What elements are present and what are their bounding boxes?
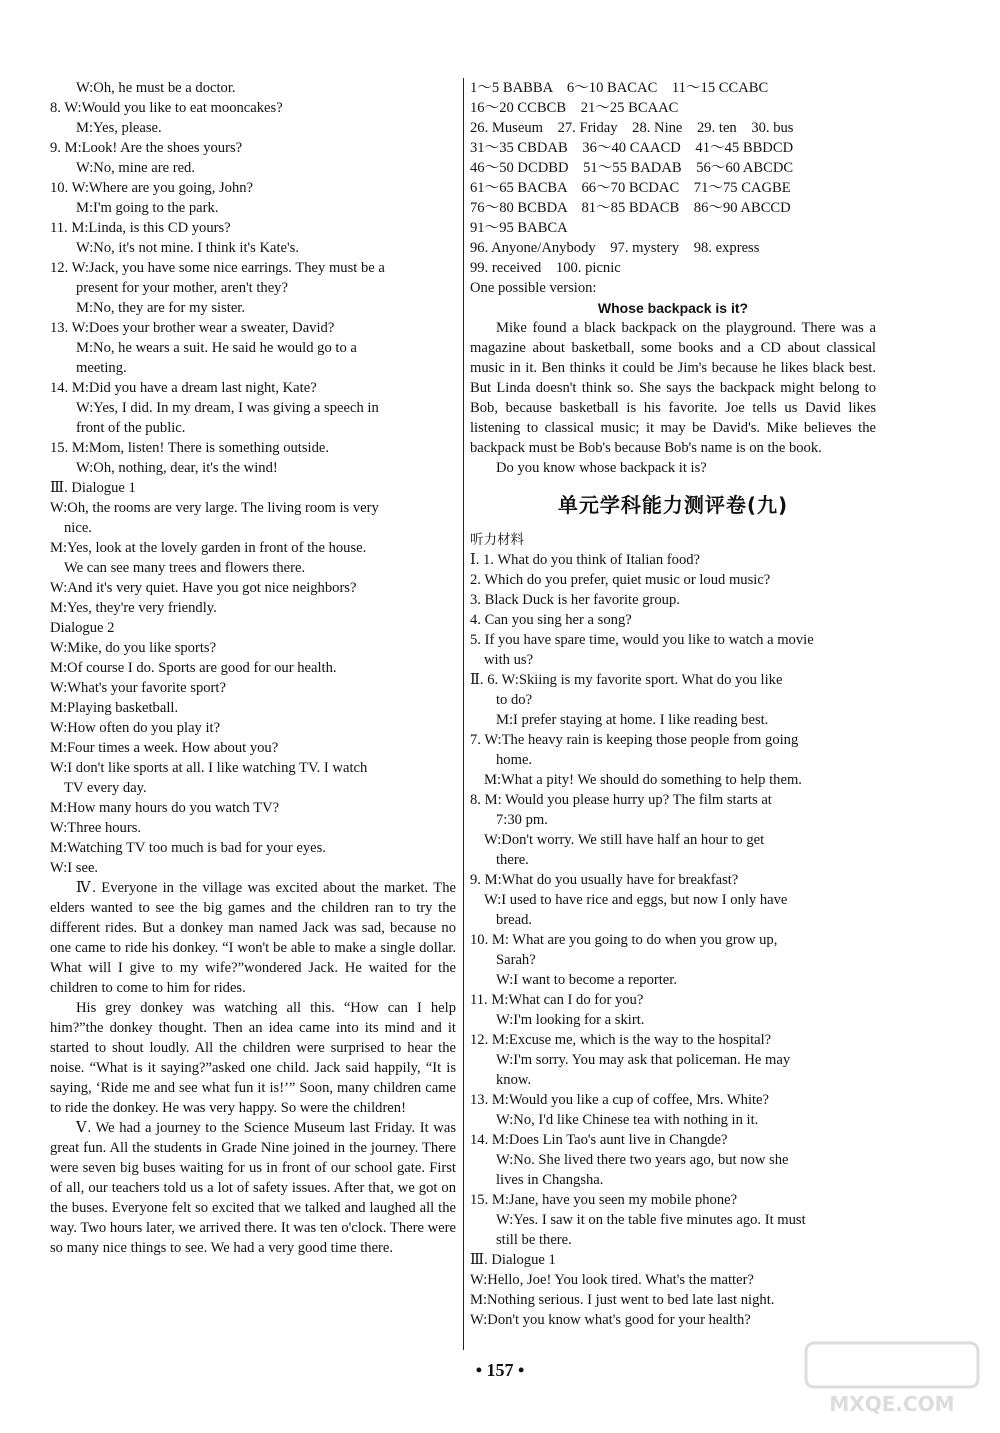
left-dialogue-lines <box>50 78 456 878</box>
dialogue-line: M:I'm going to the park. <box>76 200 219 216</box>
dialogue-line: W:Three hours. <box>50 820 142 836</box>
dialogue-line: W:I see. <box>50 860 99 876</box>
dialogue-line: 9. M:Look! Are the shoes yours? <box>50 140 243 156</box>
listening-line: W:Don't you know what's good for your health? <box>470 1312 751 1328</box>
answer-line: 1～5 BABBA 6～10 BACAC 11～15 CCABC <box>470 80 769 96</box>
listening-line: there. <box>496 852 529 868</box>
dialogue-line: M:How many hours do you watch TV? <box>50 800 280 816</box>
dialogue-line: M:Yes, please. <box>76 120 162 136</box>
dialogue-line: 11. M:Linda, is this CD yours? <box>50 220 231 236</box>
dialogue-line: M:No, he wears a suit. He said he would go to a <box>76 340 357 356</box>
listening-line: to do? <box>496 692 533 708</box>
dialogue-line: front of the public. <box>76 420 186 436</box>
answer-line: 26. Museum 27. Friday 28. Nine 29. ten 30. bus <box>470 120 794 136</box>
dialogue-line: M:Of course I do. Sports are good for our health. <box>50 660 337 676</box>
watermark-logo-icon <box>802 1339 982 1419</box>
listening-line: Ⅰ. 1. What do you think of Italian food? <box>470 552 701 568</box>
dialogue-line: nice. <box>64 520 92 536</box>
dialogue-line: W:Yes, I did. In my dream, I was giving a speech in <box>76 400 379 416</box>
passage-paragraph: His grey donkey was watching all this. “How can I help him?”the donkey thought. Then an idea came into its mind and it started to shout loudly. All the children were surprised to hear the noise. “What is it saying?”asked one child. Jack said happily, “It is saying, ‘Ride me and see what fun it is!’” Soon, many children came to ride the donkey. He was very happy. So were the children! <box>50 1000 456 1116</box>
dialogue-line: W:I don't like sports at all. I like watching TV. I watch <box>50 760 368 776</box>
dialogue-line: W:Oh, nothing, dear, it's the wind! <box>76 460 278 476</box>
dialogue-line: 10. W:Where are you going, John? <box>50 180 254 196</box>
listening-line: W:No. She lived there two years ago, but now she <box>496 1152 789 1168</box>
listening-line: 11. M:What can I do for you? <box>470 992 644 1008</box>
listening-line: 7. W:The heavy rain is keeping those people from going <box>470 732 799 748</box>
dialogue-line: M:Watching TV too much is bad for your eyes. <box>50 840 326 856</box>
listening-line: 14. M:Does Lin Tao's aunt live in Changde? <box>470 1132 728 1148</box>
dialogue-line: 14. M:Did you have a dream last night, Kate? <box>50 380 317 396</box>
listening-line: W:Hello, Joe! You look tired. What's the matter? <box>470 1272 754 1288</box>
dialogue-line: 15. M:Mom, listen! There is something outside. <box>50 440 330 456</box>
dialogue-line: M:Playing basketball. <box>50 700 179 716</box>
passage-paragraph: Ⅳ. Everyone in the village was excited about the market. The elders wanted to see the big games and the children ran to try the different rides. But a donkey man named Jack was sad, because no one came to ride his donkey. “I won't be able to make a single dollar. What will I give to my wife?”wondered Jack. He waited for the children to come to him for rides. <box>50 880 456 996</box>
listening-line: 7:30 pm. <box>496 812 548 828</box>
answer-key <box>470 78 876 298</box>
listening-line: W:Don't worry. We still have half an hour to get <box>484 832 765 848</box>
dialogue-line: 13. W:Does your brother wear a sweater, David? <box>50 320 335 336</box>
dialogue-line: 8. W:Would you like to eat mooncakes? <box>50 100 283 116</box>
listening-line: bread. <box>496 912 533 928</box>
watermark-text: MXQE.COM <box>829 1392 955 1416</box>
listening-line: 15. M:Jane, have you seen my mobile phone? <box>470 1192 738 1208</box>
listening-line: 3. Black Duck is her favorite group. <box>470 592 680 608</box>
listening-line: with us? <box>484 652 534 668</box>
listening-line: M:Nothing serious. I just went to bed late last night. <box>470 1292 775 1308</box>
listening-line: W:I used to have rice and eggs, but now I only have <box>484 892 788 908</box>
answer-line: 46～50 DCDBD 51～55 BADAB 56～60 ABCDC <box>470 160 794 176</box>
listening-line: Ⅲ. Dialogue 1 <box>470 1252 556 1268</box>
dialogue-line: M:No, they are for my sister. <box>76 300 246 316</box>
listening-line: home. <box>496 752 533 768</box>
listening-line: 13. M:Would you like a cup of coffee, Mrs. White? <box>470 1092 770 1108</box>
answer-line: 16～20 CCBCB 21～25 BCAAC <box>470 100 679 116</box>
listening-line: 5. If you have spare time, would you like to watch a movie <box>470 632 814 648</box>
dialogue-line: W:Oh, the rooms are very large. The living room is very <box>50 500 379 516</box>
dialogue-line: Dialogue 2 <box>50 620 115 636</box>
dialogue-line: W:Mike, do you like sports? <box>50 640 217 656</box>
listening-line: W:I'm looking for a skirt. <box>496 1012 645 1028</box>
answer-line: 96. Anyone/Anybody 97. mystery 98. express <box>470 240 760 256</box>
listening-line: W:I want to become a reporter. <box>496 972 677 988</box>
listening-line: Ⅱ. 6. W:Skiing is my favorite sport. What do you like <box>470 672 783 688</box>
listening-line: 9. M:What do you usually have for breakfast? <box>470 872 739 888</box>
essay-closing: Do you know whose backpack it is? <box>496 460 707 476</box>
dialogue-line: present for your mother, aren't they? <box>76 280 288 296</box>
dialogue-line: M:Yes, they're very friendly. <box>50 600 217 616</box>
dialogue-line: M:Four times a week. How about you? <box>50 740 279 756</box>
dialogue-line: W:How often do you play it? <box>50 720 221 736</box>
listening-line: 4. Can you sing her a song? <box>470 612 632 628</box>
dialogue-line: Ⅲ. Dialogue 1 <box>50 480 136 496</box>
left-column <box>50 78 456 1258</box>
section-title: 单元学科能力测评卷(九) <box>557 493 789 517</box>
listening-line: lives in Changsha. <box>496 1172 604 1188</box>
listening-line: still be there. <box>496 1232 572 1248</box>
listening-line: M:What a pity! We should do something to help them. <box>484 772 802 788</box>
dialogue-line: W:Oh, he must be a doctor. <box>76 80 236 96</box>
page-number: • 157 • <box>475 1360 525 1380</box>
dialogue-line: W:What's your favorite sport? <box>50 680 226 696</box>
listening-line: 12. M:Excuse me, which is the way to the hospital? <box>470 1032 772 1048</box>
dialogue-line: W:No, it's not mine. I think it's Kate's. <box>76 240 299 256</box>
dialogue-line: W:And it's very quiet. Have you got nice neighbors? <box>50 580 357 596</box>
right-dialogue-lines <box>470 550 876 1330</box>
dialogue-line: 12. W:Jack, you have some nice earrings. They must be a <box>50 260 385 276</box>
answer-line: 61～65 BACBA 66～70 BCDAC 71～75 CAGBE <box>470 180 791 196</box>
listening-line: 2. Which do you prefer, quiet music or loud music? <box>470 572 771 588</box>
listening-line: W:Yes. I saw it on the table five minutes ago. It must <box>496 1212 806 1228</box>
listening-line: 8. M: Would you please hurry up? The film starts at <box>470 792 772 808</box>
right-column <box>470 78 876 1330</box>
dialogue-line: We can see many trees and flowers there. <box>64 560 306 576</box>
essay-title: Whose backpack is it? <box>597 300 749 316</box>
listening-line: know. <box>496 1072 532 1088</box>
left-passages <box>50 878 456 1258</box>
dialogue-line: meeting. <box>76 360 127 376</box>
answer-line: 99. received 100. picnic <box>470 260 621 276</box>
dialogue-line: W:No, mine are red. <box>76 160 195 176</box>
listening-line: M:I prefer staying at home. I like reading best. <box>496 712 769 728</box>
answer-line: 31～35 CBDAB 36～40 CAACD 41～45 BBDCD <box>470 140 794 156</box>
passage-paragraph: Ⅴ. We had a journey to the Science Museum last Friday. It was great fun. All the students in Grade Nine joined in the journey. There were seven big buses waiting for us in front of our school gate. First of all, our teachers told us a lot of safety issues. After that, we got on the buses. Everyone felt so excited that we talked and laughed all the way. Two hours later, we arrived there. It was ten o'clock. There were so many nice things to see. We had a very good time there. <box>50 1120 456 1256</box>
listening-line: 10. M: What are you going to do when you grow up, <box>470 932 778 948</box>
listening-line: W:I'm sorry. You may ask that policeman. He may <box>496 1052 791 1068</box>
listening-line: Sarah? <box>496 952 536 968</box>
dialogue-line: M:Yes, look at the lovely garden in front of the house. <box>50 540 367 556</box>
essay-body: Mike found a black backpack on the playground. There was a magazine about basketball, some books and a CD about classical music in it. Ben thinks it could be Jim's because he likes black best. But Linda doesn't think so. She says the backpack might belong to Bob, because basketball is his favorite. Joe tells us David likes listening to classical music; it may be David's. Mike believes the backpack must be Bob's because Bob's name is on the book. <box>470 320 876 456</box>
dialogue-line: TV every day. <box>64 780 147 796</box>
listening-line: W:No, I'd like Chinese tea with nothing in it. <box>496 1112 759 1128</box>
listening-label: 听力材料 <box>470 532 524 548</box>
answer-line: One possible version: <box>470 280 597 296</box>
answer-line: 91～95 BABCA <box>470 220 568 236</box>
column-divider <box>463 78 464 1350</box>
answer-line: 76～80 BCBDA 81～85 BDACB 86～90 ABCCD <box>470 200 791 216</box>
